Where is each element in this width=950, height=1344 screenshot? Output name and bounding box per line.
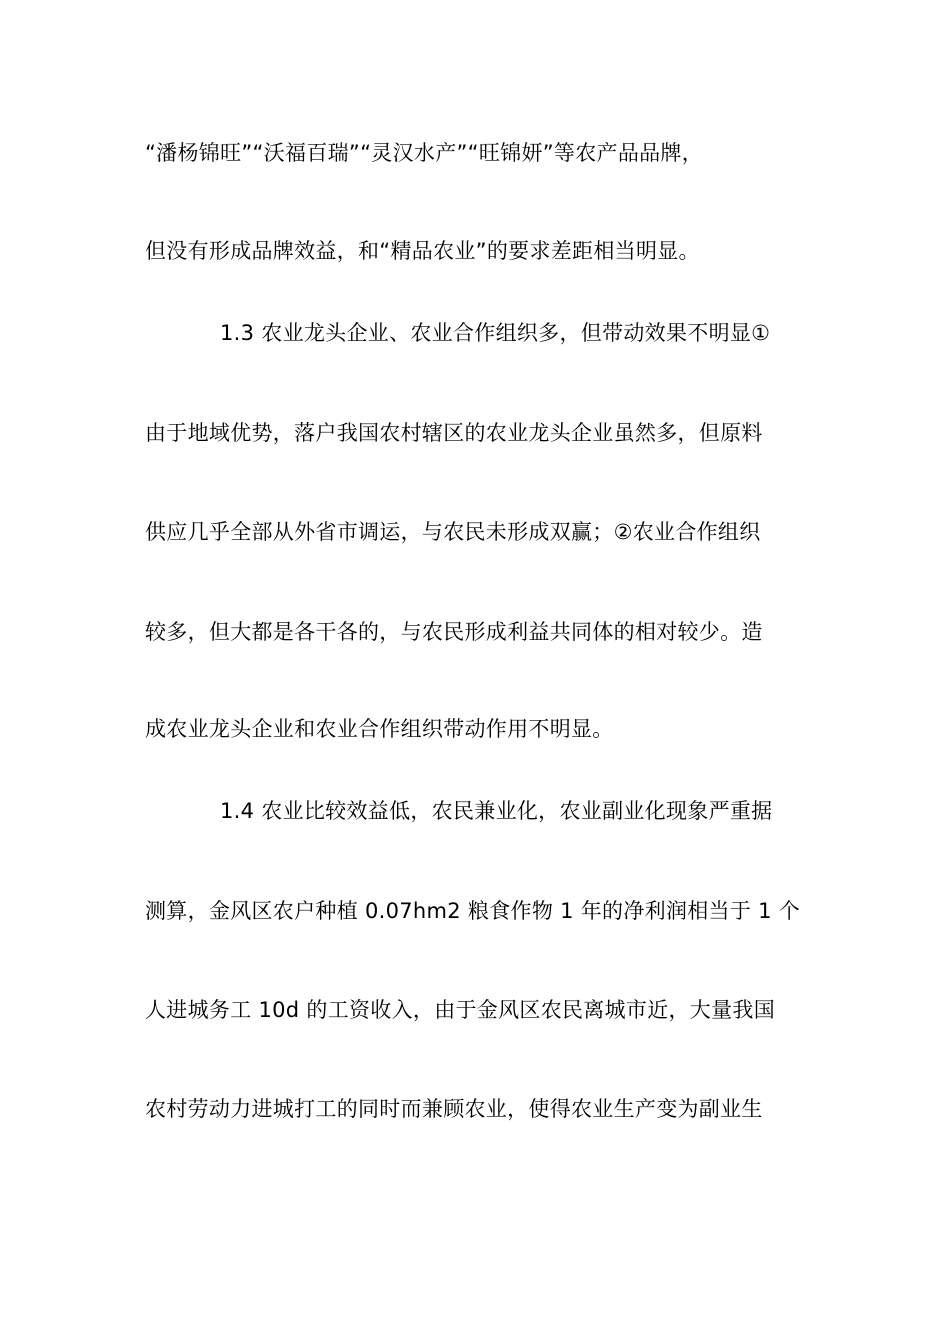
text-line-9: 测算，金风区农户种植 0.07hm2 粮食作物 1 年的净利润相当于 1 个 xyxy=(145,899,801,923)
section-heading-1-4: 1.4 农业比较效益低，农民兼业化，农业副业化现象严重据 xyxy=(220,799,773,823)
text-line-7: 成农业龙头企业和农业合作组织带动作用不明显。 xyxy=(145,717,614,741)
text-line-1: “潘杨锦旺”“沃福百瑞”“灵汉水产”“旺锦妍”等农产品品牌， xyxy=(145,141,704,165)
text-line-2: 但没有形成品牌效益，和“精品农业”的要求差距相当明显。 xyxy=(145,239,700,263)
text-line-4: 由于地域优势，落户我国农村辖区的农业龙头企业虽然多，但原料 xyxy=(145,421,763,445)
text-line-10: 人进城务工 10d 的工资收入，由于金风区农民离城市近，大量我国 xyxy=(145,998,775,1022)
text-line-5: 供应几乎全部从外省市调运，与农民未形成双赢；②农业合作组织 xyxy=(145,520,761,544)
section-heading-1-3: 1.3 农业龙头企业、农业合作组织多，但带动效果不明显① xyxy=(220,321,771,345)
text-line-11: 农村劳动力进城打工的同时而兼顾农业，使得农业生产变为副业生 xyxy=(145,1097,763,1121)
text-line-6: 较多，但大都是各干各的，与农民形成利益共同体的相对较少。造 xyxy=(145,620,763,644)
